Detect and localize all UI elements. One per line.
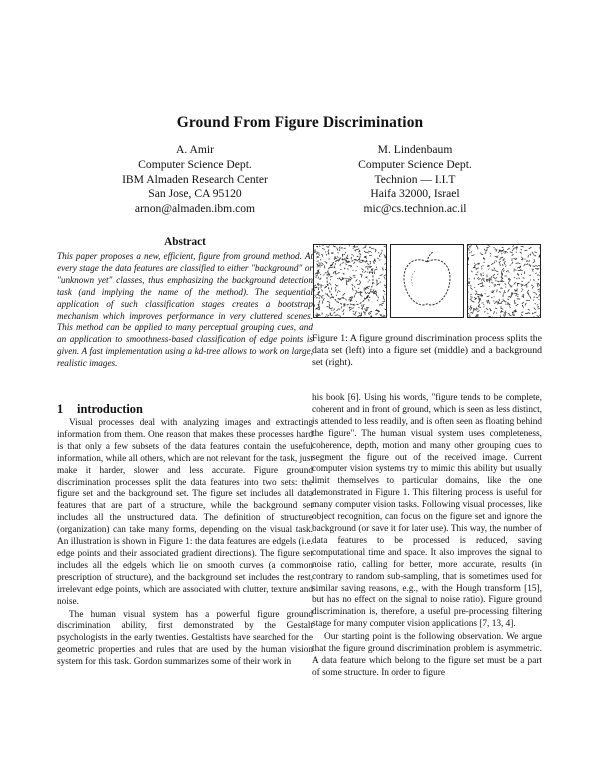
author-name: M. Lindenbaum: [377, 143, 453, 156]
author-email: mic@cs.technion.ac.il: [363, 202, 467, 216]
abstract-text: This paper proposes a new, efficient, figure from ground method. At every stage the data features are classified to either "background" or "unknown yet" classes, thus emphasizing the background detection task (and implying the name of the method). The sequential application of such classification stages creates a bootstrap mechanism which improves performance in very cluttered scenes. This method can be applied to many perceptual grouping cues, and an application to smoothness-based classification of edge points is given. A fast implementation using a kd-tree allows to work on large, realistic images.: [57, 251, 313, 369]
paper-title: Ground From Figure Discrimination: [176, 114, 424, 131]
paragraph: his book [6]. Using his words, "figure tends to be complete, coherent and in front of ground, which is seen as less distinct, is attended to less readily, and is often seen as floating behind the figure". The human visual system uses completeness, coherence, depth, motion and many other grouping cues to segment the figure out of the received image. Current computer vision systems try to mimic this ability but usually limit themselves to particular domains, like the one demonstrated in Figure 1. This filtering process is useful for many computer vision tasks. Following visual processes, like object recognition, can focus on the figure set and ignore the background (or save it for later use). This way, the number of data features to be processed is reduced, saving computational time and space. It also improves the signal to noise ratio, calling for better, more accurate, results (in contrary to random sub-sampling, that is sometimes used for similar saving reasons, e.g., with the Hough transform [15], but has no effect on the signal to noise ratio). Figure ground discrimination is, therefore, a useful pre-processing filtering stage for many computer vision applications [7, 13, 4].: [312, 393, 542, 630]
body-column-right: [312, 393, 542, 680]
author-block-lindenbaum: [300, 143, 530, 217]
author-dept: Computer Science Dept.: [138, 157, 252, 171]
figure-panel-data-set: [313, 244, 387, 318]
clutter-image-left: [314, 245, 386, 317]
author-org: Technion — I.I.T: [374, 172, 456, 186]
paragraph: Our starting point is the following observation. We argue that the figure ground discrimination problem is asymmetric. A data feature which belong to the figure set must be a part of some structure. In order to figure: [312, 632, 542, 678]
abstract-heading: Abstract: [164, 236, 206, 248]
author-org: IBM Almaden Research Center: [122, 172, 268, 186]
author-city: Haifa 32000, Israel: [370, 187, 460, 201]
section-heading-introduction: [57, 402, 313, 417]
figure-panel-background-set: [467, 244, 541, 318]
paragraph: The human visual system has a powerful figure ground discrimination ability, first demonstrated by the Gestalt psychologists in the early twenties. Gestaltists have searched for the geometric properties and rules that are used by the human vision system for this task. Gordon summarizes some of their work in: [57, 609, 313, 668]
body-column-left: [57, 418, 313, 669]
apple-outline-image: [391, 245, 463, 317]
author-block-amir: [80, 143, 310, 217]
clutter-image-right: [468, 245, 540, 317]
figure-1-caption: Figure 1: A figure ground discrimination process splits the data set (left) into a figure set (middle) and a background set (right).: [312, 333, 542, 369]
section-title: introduction: [77, 402, 143, 416]
figure-panel-figure-set: [390, 244, 464, 318]
paragraph: Visual processes deal with analyzing images and extracting information from them. One reason that makes these processes hard is that only a few subsets of the data features contain the useful information, while all others, which are not relevant for the task, just make it harder, slower and less accurate. Figure ground discrimination processes split the data features into two sets: the figure set and the background set. The figure set includes all data features that are part of a structure, while the background set includes all the unstructured data. The definition of structure (organization) can take many forms, depending on the visual task. An illustration is shown in Figure 1: the data features are edgels (i.e. edge points and their associated gradient directions). The figure set includes all the edgels which lie on smooth curves (a common prescription of structure), and the background set includes the rest, irrelevant edge points, which are associated with clutter, texture and noise.: [57, 418, 313, 607]
figure-1-panels: [313, 244, 541, 320]
author-email: arnon@almaden.ibm.com: [134, 202, 256, 216]
author-name: A. Amir: [175, 143, 214, 156]
author-dept: Computer Science Dept.: [358, 157, 472, 171]
section-number: 1: [57, 402, 64, 416]
author-city: San Jose, CA 95120: [148, 187, 242, 201]
